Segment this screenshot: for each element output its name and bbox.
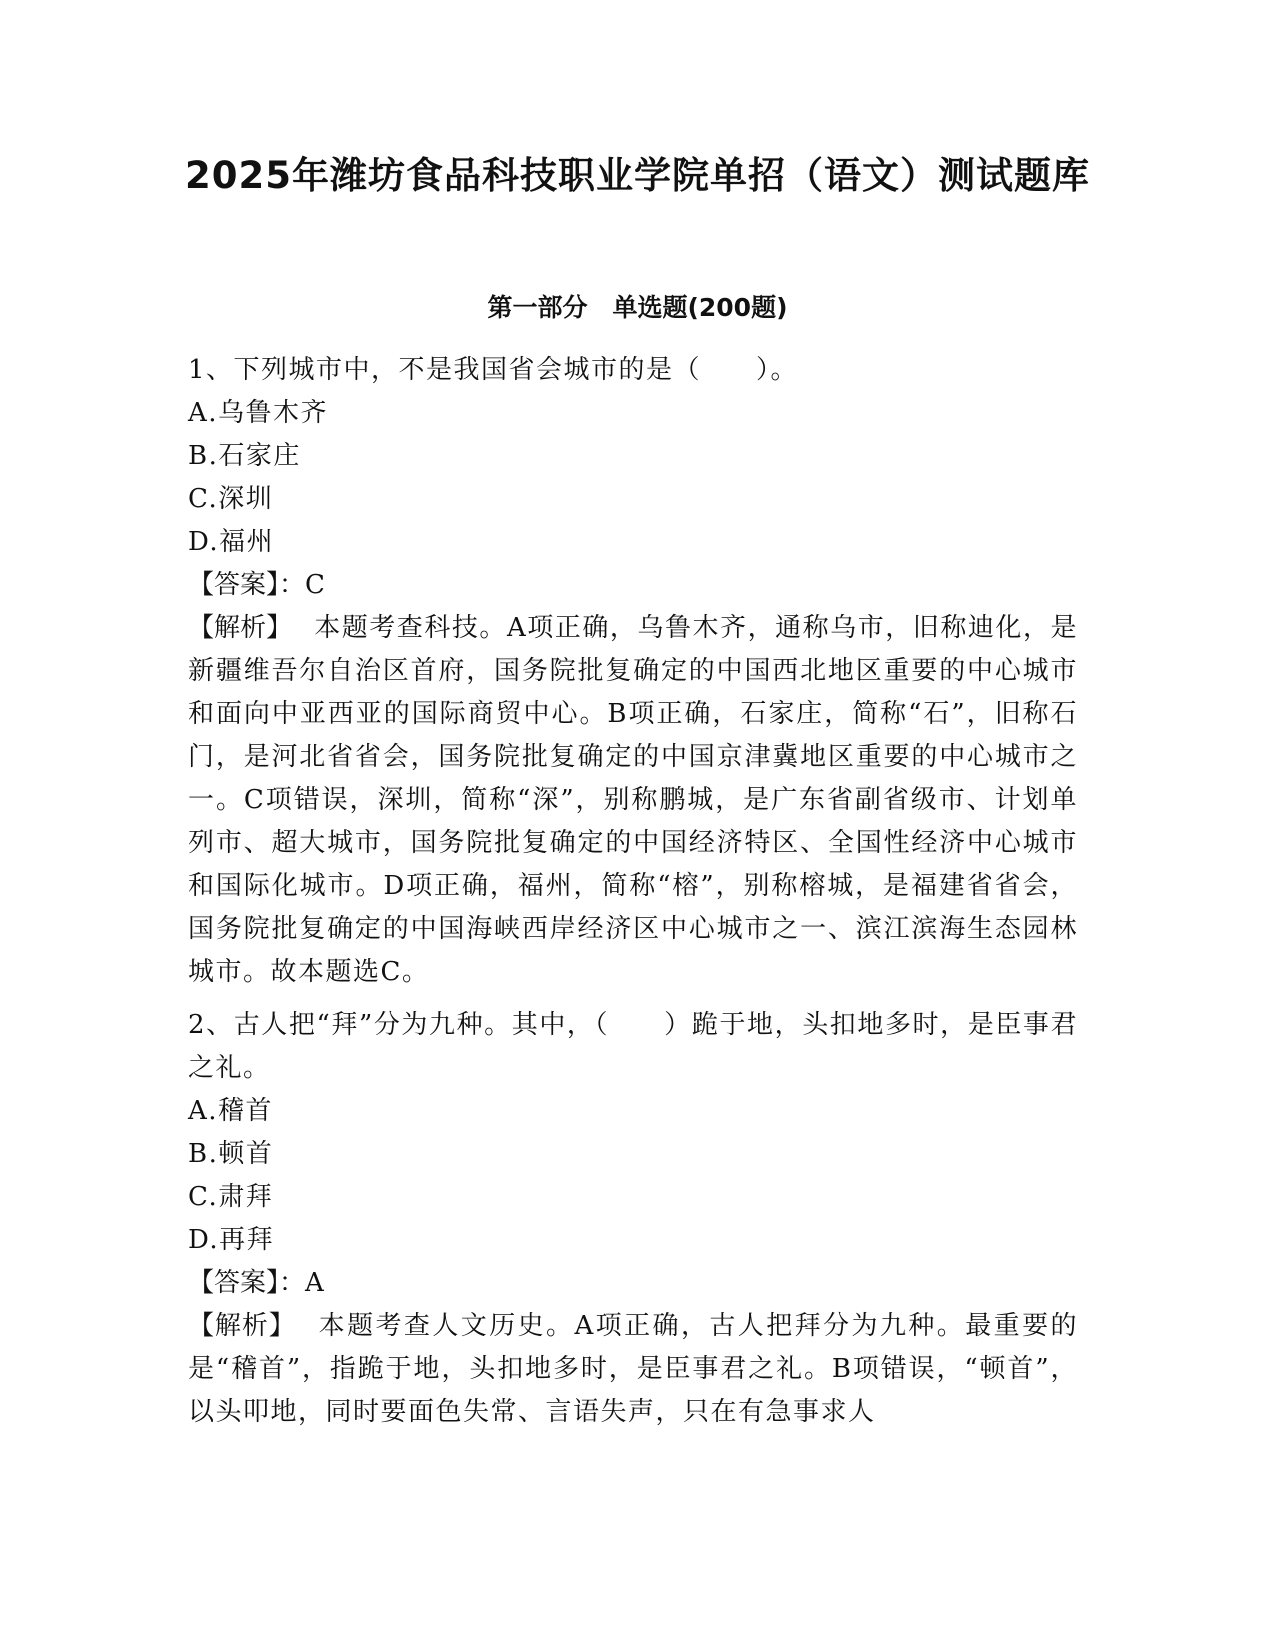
question-item xyxy=(188,1004,1078,1434)
analysis-paragraph xyxy=(188,1305,1078,1434)
answer-line xyxy=(188,1262,1078,1305)
analysis-label: 【解析】 xyxy=(188,1311,296,1341)
document-title: 2025年潍坊食品科技职业学院单招（语文）测试题库 xyxy=(185,154,1090,197)
option-a: A.稽首 xyxy=(188,1096,274,1126)
answer-line xyxy=(188,564,1078,607)
answer-value: C xyxy=(305,570,327,600)
option-b: B.石家庄 xyxy=(188,441,301,471)
option-d: D.福州 xyxy=(188,527,275,557)
answer-label: 【答案】： xyxy=(188,570,306,600)
option-c: C.肃拜 xyxy=(188,1182,274,1212)
question-item xyxy=(188,349,1078,994)
question-stem: 2、古人把“拜”分为九种。其中，（ ）跪于地，头扣地多时，是臣事君之礼。 xyxy=(188,1010,1078,1083)
analysis-paragraph xyxy=(188,607,1078,994)
option-b: B.顿首 xyxy=(188,1139,274,1169)
option-c: C.深圳 xyxy=(188,484,274,514)
analysis-text: 本题考查科技。A项正确，乌鲁木齐，通称乌市，旧称迪化，是新疆维吾尔自治区首府，国务院批复确定的中国西北地区重要的中心城市和面向中亚西亚的国际商贸中心。B项正确，石家庄，简称“石”，旧称石门，是河北省省会，国务院批复确定的中国京津冀地区重要的中心城市之一。C项错误，深圳，简称“深”，别称鹏城，是广东省副省级市、计划单列市、超大城市，国务院批复确定的中国经济特区、全国性经济中心城市和国际化城市。D项正确，福州，简称“榕”，别称榕城，是福建省省会，国务院批复确定的中国海峡西岸经济区中心城市之一、滨江滨海生态园林城市。故本题选C。 xyxy=(188,613,1078,987)
question-stem: 1、下列城市中，不是我国省会城市的是（ ）。 xyxy=(188,355,799,385)
section-heading: 第一部分 单选题(200题) xyxy=(487,293,788,322)
analysis-text: 本题考查人文历史。A项正确，古人把拜分为九种。最重要的是“稽首”，指跪于地，头扣地多时，是臣事君之礼。B项错误，“顿首”，以头叩地，同时要面色失常、言语失声，只在有急事求人 xyxy=(188,1311,1078,1427)
question-list xyxy=(188,349,1078,1444)
option-d: D.再拜 xyxy=(188,1225,275,1255)
answer-label: 【答案】： xyxy=(188,1268,306,1298)
answer-value: A xyxy=(305,1268,326,1298)
option-a: A.乌鲁木齐 xyxy=(188,398,329,428)
analysis-label: 【解析】 xyxy=(188,613,293,643)
